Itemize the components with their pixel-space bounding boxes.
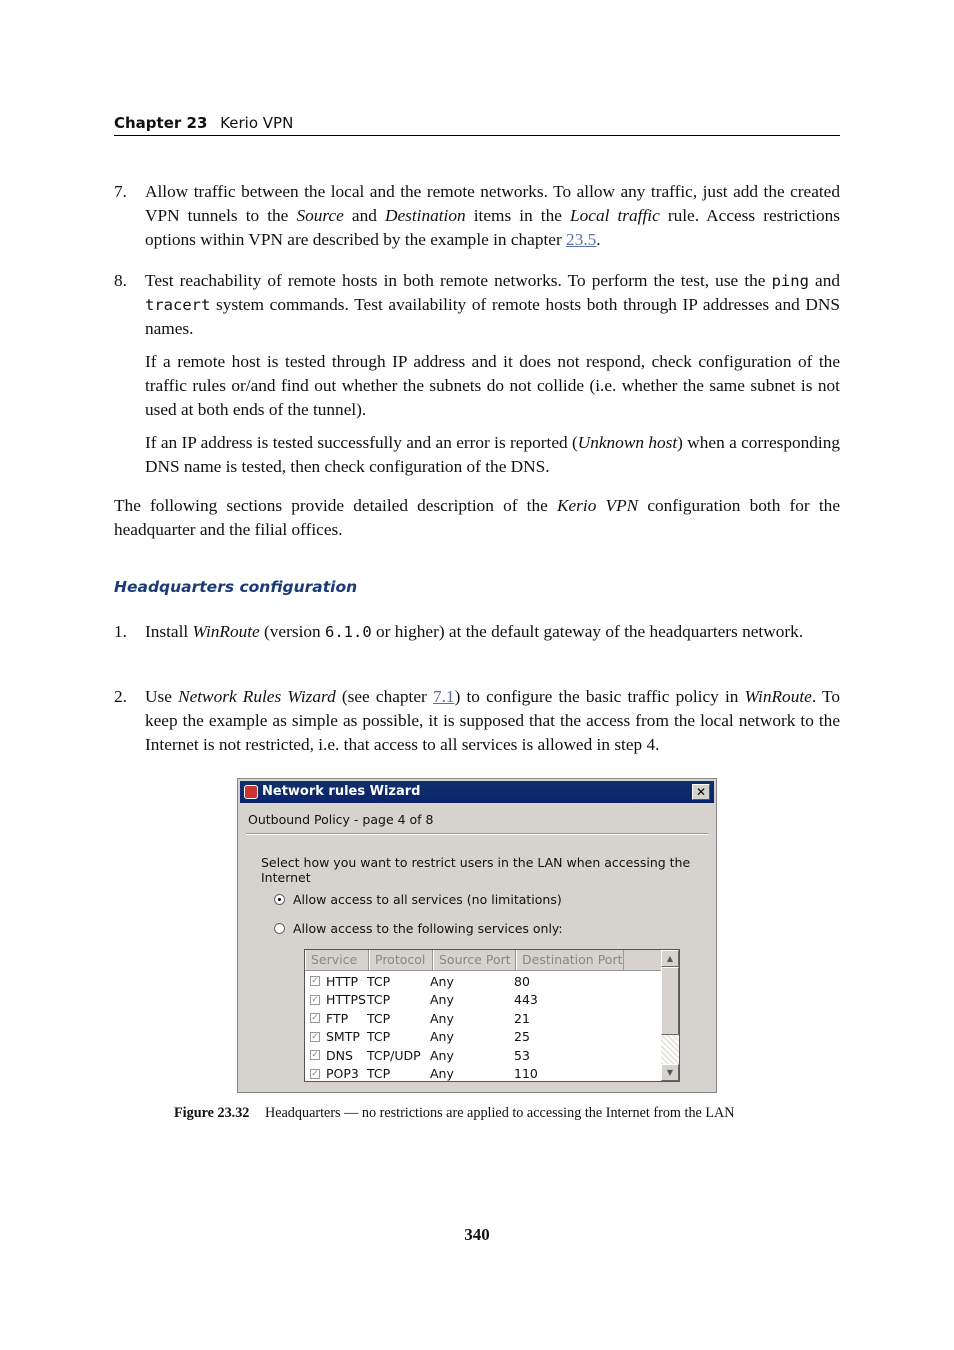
- radio-allow-all[interactable]: [274, 892, 562, 907]
- step-paragraph: If a remote host is tested through IP address and it does not respond, check configuration of the traffic rules or/and find out whether the subnets do not collide (i.e. whether the same subnet is not used at both ends of the tunnel).: [145, 352, 840, 419]
- figure-caption: [174, 1105, 735, 1122]
- step-number: 7.: [114, 182, 127, 201]
- table-row[interactable]: ✓ HTTP TCP Any 80: [311, 973, 530, 989]
- step-text: Test reachability of remote hosts in both remote networks. To perform the test, use the ping and tracert system commands. Test availability of remote hosts both through IP addresses and DNS names.: [145, 271, 840, 338]
- checkbox-checked-icon[interactable]: ✓: [311, 994, 319, 1005]
- section-heading: Headquarters configuration: [114, 578, 358, 596]
- step-number: 8.: [114, 271, 127, 290]
- step-text: Install WinRoute (version 6.1.0 or higher) at the default gateway of the headquarters network.: [145, 622, 804, 641]
- column-header-protocol[interactable]: Protocol: [369, 950, 433, 970]
- running-header: [114, 114, 840, 136]
- close-button[interactable]: ✕: [692, 784, 710, 800]
- radio-unselected-icon[interactable]: [274, 923, 285, 934]
- wizard-prompt: Select how you want to restrict users in the LAN when accessing the Internet: [261, 855, 691, 885]
- column-header-service[interactable]: Service: [305, 950, 369, 970]
- table-row[interactable]: ✓ SMTP TCP Any 25: [311, 1029, 530, 1045]
- checkbox-checked-icon[interactable]: ✓: [311, 1050, 319, 1061]
- column-header-source-port[interactable]: Source Port: [433, 950, 516, 970]
- page-number: 340: [464, 1225, 490, 1244]
- divider: [246, 833, 708, 835]
- checkbox-checked-icon[interactable]: ✓: [311, 976, 319, 987]
- vertical-scrollbar[interactable]: [661, 950, 679, 1081]
- checkbox-checked-icon[interactable]: ✓: [311, 1031, 319, 1042]
- code-version: 6.1.0: [325, 623, 372, 641]
- table-row[interactable]: ✓ POP3 TCP Any 110: [311, 1066, 538, 1082]
- services-list: [304, 949, 680, 1082]
- chapter-title: Kerio VPN: [220, 114, 294, 132]
- step-paragraph: If an IP address is tested successfully and an error is reported (Unknown host) when a corresponding DNS name is tested, then check configuration of the DNS.: [145, 433, 840, 476]
- column-header-destination-port[interactable]: Destination Port: [516, 950, 624, 970]
- code-tracert: tracert: [145, 296, 211, 314]
- services-rows: [305, 972, 574, 1082]
- dialog-titlebar: [240, 781, 714, 803]
- radio-allow-following[interactable]: [274, 921, 563, 936]
- dialog-title: Network rules Wizard: [262, 784, 421, 799]
- list-item-step-2: [114, 685, 840, 766]
- table-row[interactable]: ✓ HTTPS TCP Any 443: [311, 992, 538, 1008]
- step-number: 1.: [114, 622, 127, 641]
- network-rules-wizard-dialog: [237, 778, 717, 1093]
- table-row[interactable]: ✓ DNS TCP/UDP Any 53: [311, 1047, 530, 1063]
- step-number: 2.: [114, 687, 127, 706]
- chapter-link-23-5[interactable]: 23.5: [566, 230, 597, 249]
- app-icon: [244, 785, 258, 799]
- wizard-page-subtitle: Outbound Policy - page 4 of 8: [248, 812, 434, 827]
- step-text: Use Network Rules Wizard (see chapter 7.1) to configure the basic traffic policy in WinRoute. To keep the example as simple as possible, it is supposed that the access from the local network to the Internet is not restricted, i.e. that access to all services is allowed in step 4.: [145, 687, 840, 754]
- list-item-step-1: [114, 620, 840, 653]
- checkbox-checked-icon[interactable]: ✓: [311, 1068, 319, 1079]
- figure-label: Figure 23.32: [174, 1105, 250, 1121]
- body-paragraph: The following sections provide detailed description of the Kerio VPN configuration both for the headquarter and the filial offices.: [114, 496, 840, 539]
- radio-label: Allow access to all services (no limitations): [293, 892, 562, 907]
- table-row[interactable]: ✓ FTP TCP Any 21: [311, 1010, 530, 1026]
- checkbox-checked-icon[interactable]: ✓: [311, 1013, 319, 1024]
- list-item-step-8: [114, 269, 840, 488]
- services-list-header: [305, 950, 661, 971]
- scroll-up-icon[interactable]: ▲: [661, 950, 679, 967]
- list-item-step-7: [114, 180, 840, 261]
- radio-label: Allow access to the following services only:: [293, 921, 563, 936]
- code-ping: ping: [771, 272, 809, 290]
- scroll-down-icon[interactable]: ▼: [661, 1064, 679, 1081]
- step-text: Allow traffic between the local and the remote networks. To allow any traffic, just add the created VPN tunnels to the Source and Destination items in the Local traffic rule. Access restrictions options within VPN are described by the example in chapter 23.5.: [145, 182, 841, 249]
- chapter-label: Chapter 23: [114, 114, 208, 132]
- radio-selected-icon[interactable]: [274, 894, 285, 905]
- figure-caption-text: Headquarters — no restrictions are applied to accessing the Internet from the LAN: [264, 1105, 735, 1121]
- chapter-link-7-1[interactable]: 7.1: [432, 687, 455, 706]
- scroll-thumb[interactable]: [661, 967, 679, 1035]
